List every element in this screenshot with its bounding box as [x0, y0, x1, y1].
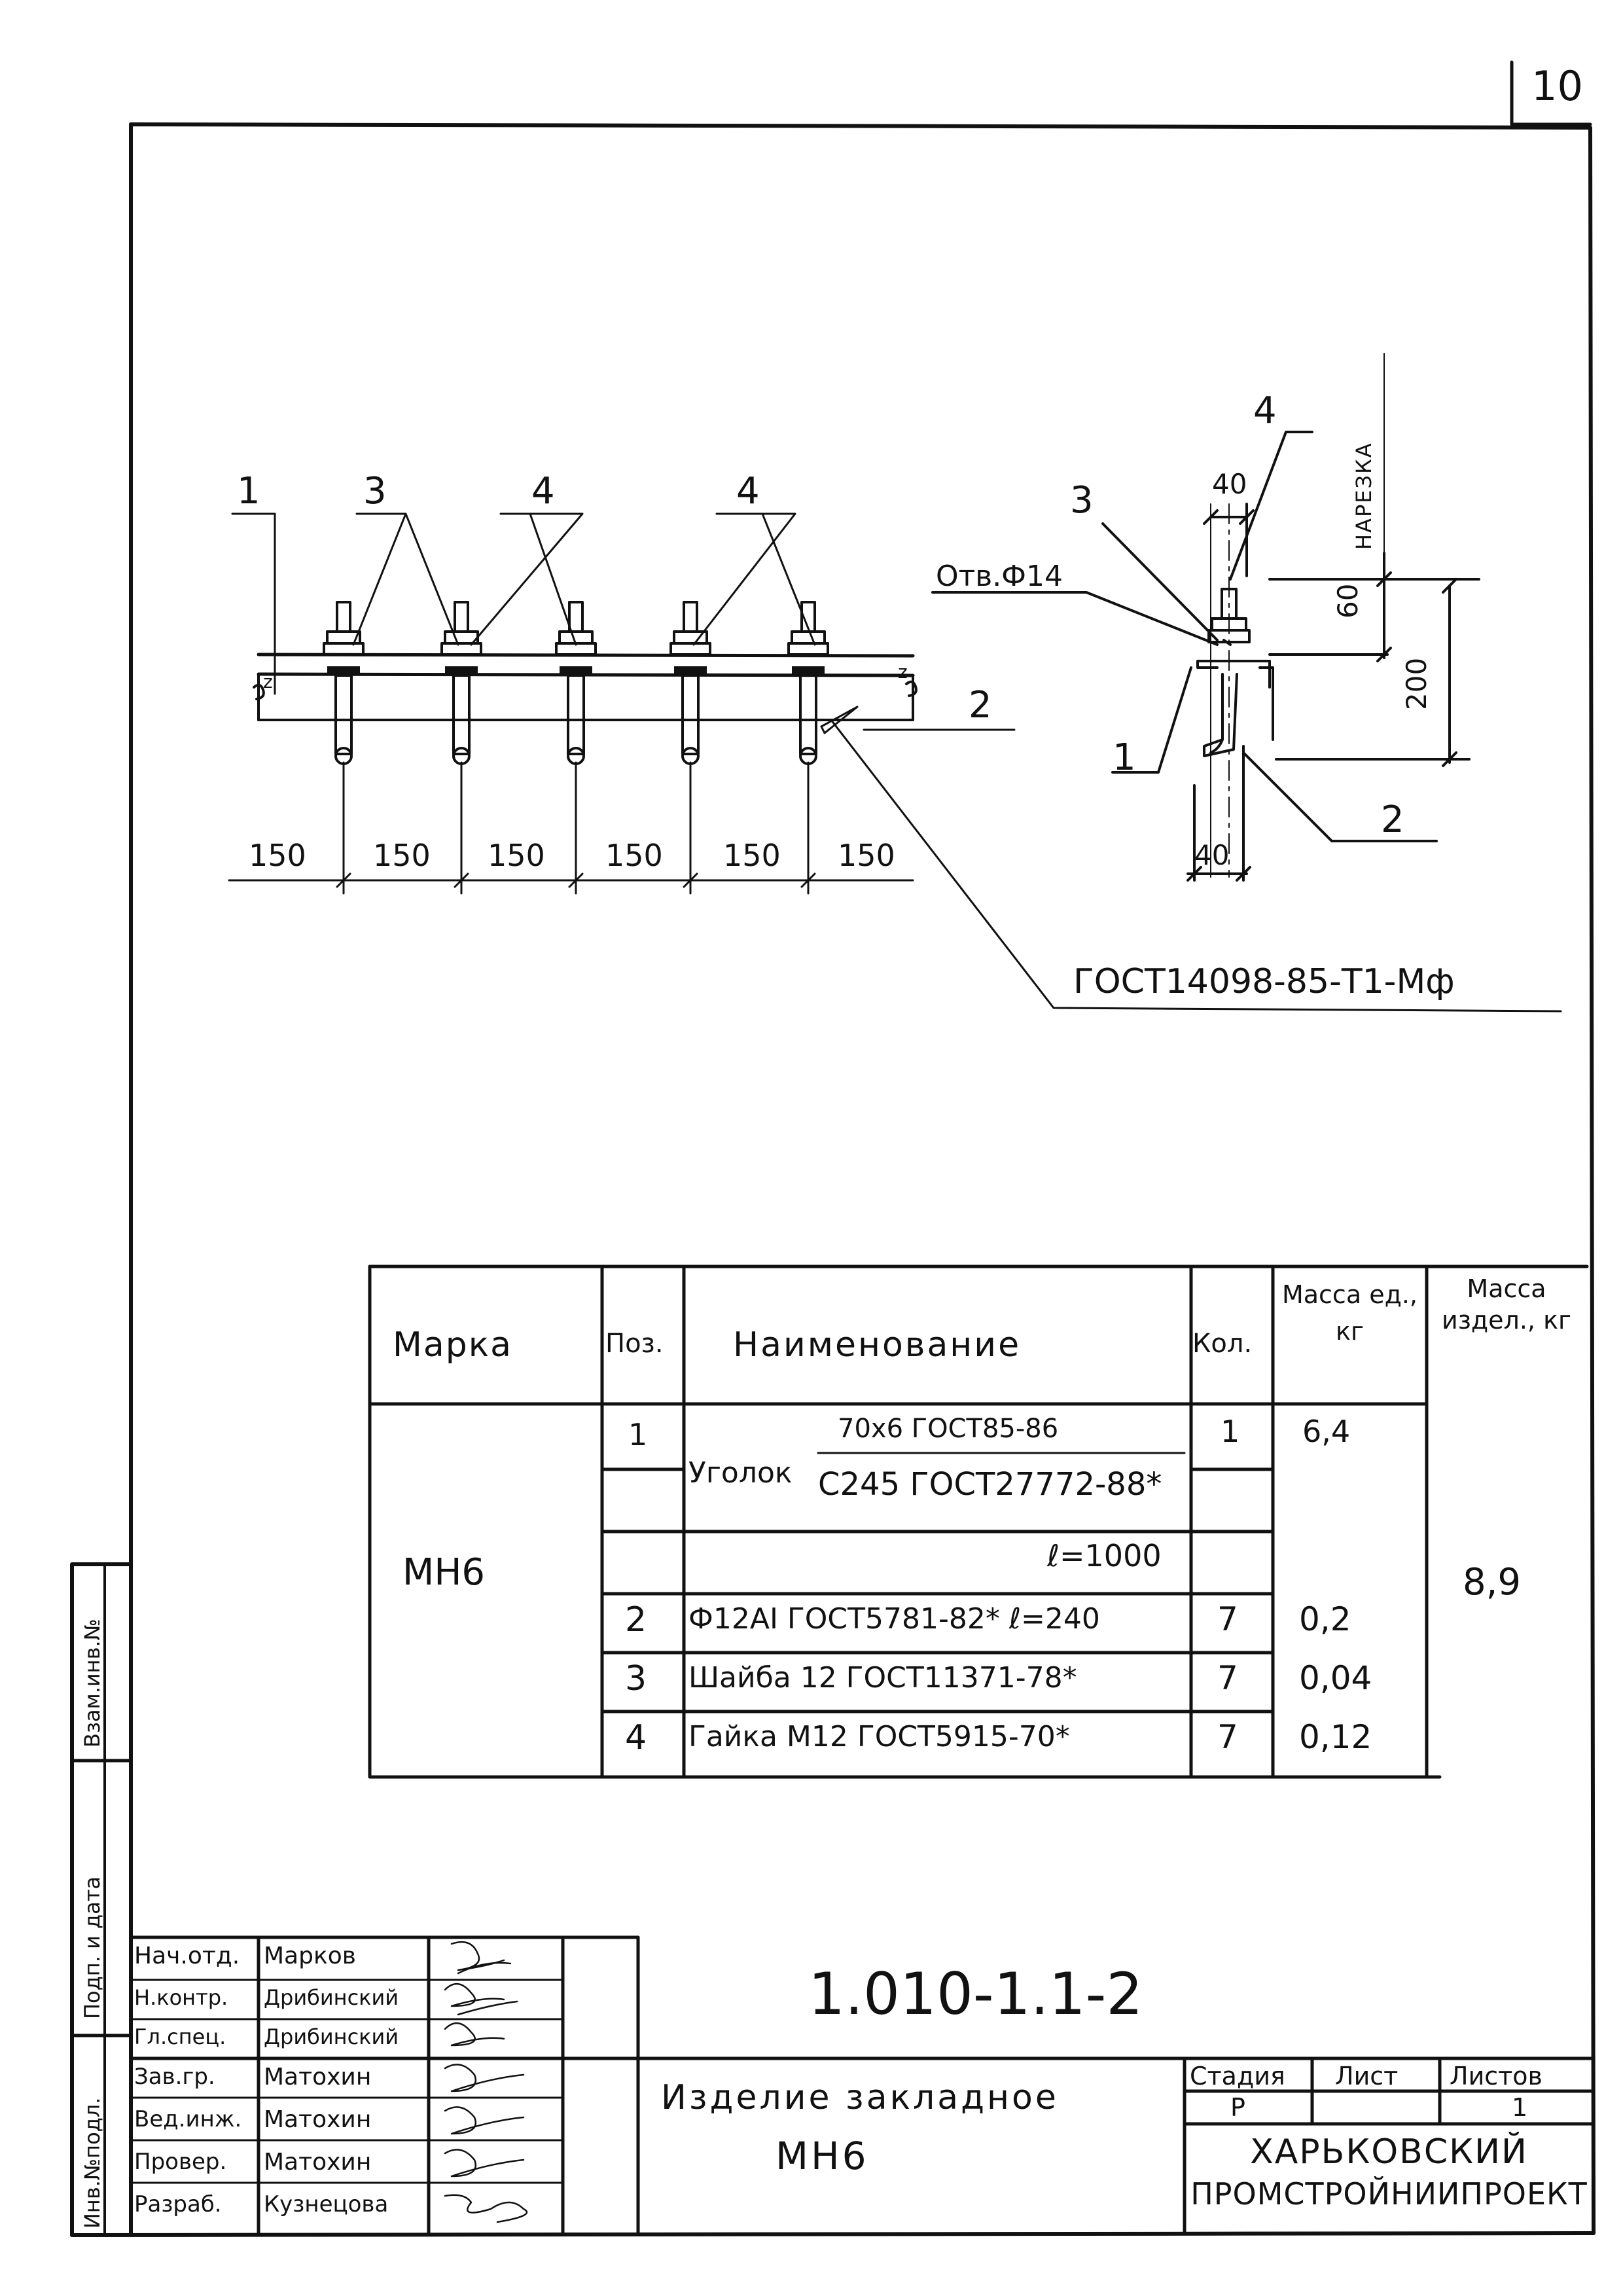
name-6: Матохин: [264, 2149, 372, 2176]
side-stamp-replace-inv: Взам.инв.№: [80, 1619, 105, 1748]
header-qty: Кол.: [1192, 1329, 1253, 1359]
row4-pos: 3: [625, 1659, 647, 1698]
row1-mass: 6,4: [1302, 1414, 1351, 1449]
break-mark-right: z: [898, 661, 908, 683]
leader-label-pos1: 1: [237, 470, 260, 512]
row1-prefix: Уголок: [688, 1456, 793, 1490]
side-stamp-sign-date: Подп. и дата: [80, 1876, 105, 2019]
name-4: Матохин: [264, 2064, 372, 2090]
row4-name: Шайба 12 ГОСТ11371-78*: [688, 1661, 1077, 1695]
role-1: Нач.отд.: [134, 1943, 240, 1969]
thread-label: НАРЕЗКА: [1351, 442, 1376, 550]
doc-code: 1.010-1.1-2: [808, 1960, 1143, 2028]
dim-bottom-40: 40: [1194, 839, 1230, 871]
page-number: 10: [1531, 62, 1583, 110]
row4-qty: 7: [1217, 1659, 1238, 1697]
role-4: Зав.гр.: [134, 2064, 215, 2090]
item-mark: МН6: [776, 2134, 869, 2178]
row4-mass: 0,04: [1299, 1659, 1372, 1697]
role-2: Н.контр.: [134, 1985, 228, 2010]
name-2: Дрибинский: [264, 1985, 399, 2010]
dim-spacing-6: 150: [838, 838, 895, 873]
mark-value: МН6: [402, 1551, 486, 1594]
stage-value: Р: [1230, 2093, 1245, 2122]
organization-line2: ПРОМСТРОЙНИИПРОЕКТ: [1190, 2176, 1588, 2212]
role-7: Разраб.: [134, 2191, 222, 2217]
name-5: Матохин: [264, 2106, 372, 2133]
name-3: Дрибинский: [264, 2024, 399, 2049]
role-5: Вед.инж.: [134, 2106, 242, 2132]
sheet-frame: [72, 124, 1594, 2235]
section-label-pos1: 1: [1113, 736, 1136, 779]
row5-name: Гайка М12 ГОСТ5915-70*: [688, 1720, 1070, 1753]
name-1: Марков: [264, 1943, 356, 1969]
row1-name-top: 70х6 ГОСТ85-86: [838, 1414, 1059, 1444]
break-mark-left: z: [263, 671, 273, 692]
organization-line1: ХАРЬКОВСКИЙ: [1250, 2132, 1528, 2172]
anchor-2: [442, 602, 481, 764]
item-title: Изделие закладное: [661, 2078, 1059, 2117]
dim-top-40: 40: [1212, 468, 1247, 500]
plan-dimensions: [229, 762, 913, 893]
row1-name-bottom: С245 ГОСТ27772-88*: [818, 1466, 1162, 1503]
weld-label: ГОСТ14098-85-Т1-Мф: [1073, 962, 1455, 1001]
row1-pos: 1: [628, 1417, 648, 1452]
anchor-3: [556, 602, 596, 764]
dim-200: 200: [1400, 657, 1433, 710]
row3-mass: 0,2: [1299, 1600, 1351, 1638]
header-name: Наименование: [733, 1325, 1022, 1365]
signatures: [445, 1942, 527, 2222]
side-stamp-original-inv: Инв.№подл.: [80, 2097, 105, 2229]
header-pos: Поз.: [605, 1329, 664, 1359]
anchors-plan: [324, 602, 828, 764]
role-6: Провер.: [134, 2149, 227, 2175]
row5-mass: 0,12: [1299, 1718, 1372, 1756]
dim-spacing-5: 150: [723, 838, 781, 873]
stage-header: Стадия: [1190, 2062, 1285, 2090]
sheet-header: Лист: [1335, 2062, 1399, 2090]
row3-qty: 7: [1217, 1600, 1238, 1638]
sheets-header: Листов: [1450, 2062, 1543, 2090]
anchor-4: [671, 602, 710, 764]
hole-label: Отв.Ф14: [936, 560, 1063, 593]
anchor-1: [324, 602, 363, 764]
leader-label-pos4-second: 4: [736, 470, 760, 512]
leader-label-pos2: 2: [969, 684, 992, 726]
sheets-value: 1: [1512, 2093, 1528, 2122]
row3-name: Ф12АⅠ ГОСТ5781-82* ℓ=240: [688, 1602, 1100, 1636]
row5-pos: 4: [625, 1718, 647, 1757]
row3-pos: 2: [625, 1600, 647, 1640]
header-mass-item: Масса издел., кг: [1442, 1274, 1571, 1335]
header-mark: Марка: [393, 1325, 513, 1365]
dim-spacing-1: 150: [249, 838, 306, 873]
dim-spacing-3: 150: [488, 838, 545, 873]
dim-60: 60: [1332, 583, 1364, 619]
section-label-pos3: 3: [1070, 479, 1094, 522]
section-label-pos4: 4: [1253, 389, 1277, 432]
header-mass-unit: Масса ед., кг: [1281, 1280, 1418, 1346]
row5-qty: 7: [1217, 1718, 1238, 1756]
mass-total: 8,9: [1463, 1561, 1522, 1604]
leader-label-pos4: 4: [531, 470, 555, 512]
row1-qty: 1: [1221, 1414, 1240, 1449]
name-7: Кузнецова: [264, 2191, 389, 2217]
dim-spacing-2: 150: [373, 838, 431, 873]
dim-spacing-4: 150: [605, 838, 663, 873]
row2-name: ℓ=1000: [1047, 1538, 1162, 1573]
leader-label-pos3: 3: [363, 470, 387, 512]
role-3: Гл.спец.: [134, 2024, 226, 2049]
section-label-pos2: 2: [1381, 798, 1404, 841]
